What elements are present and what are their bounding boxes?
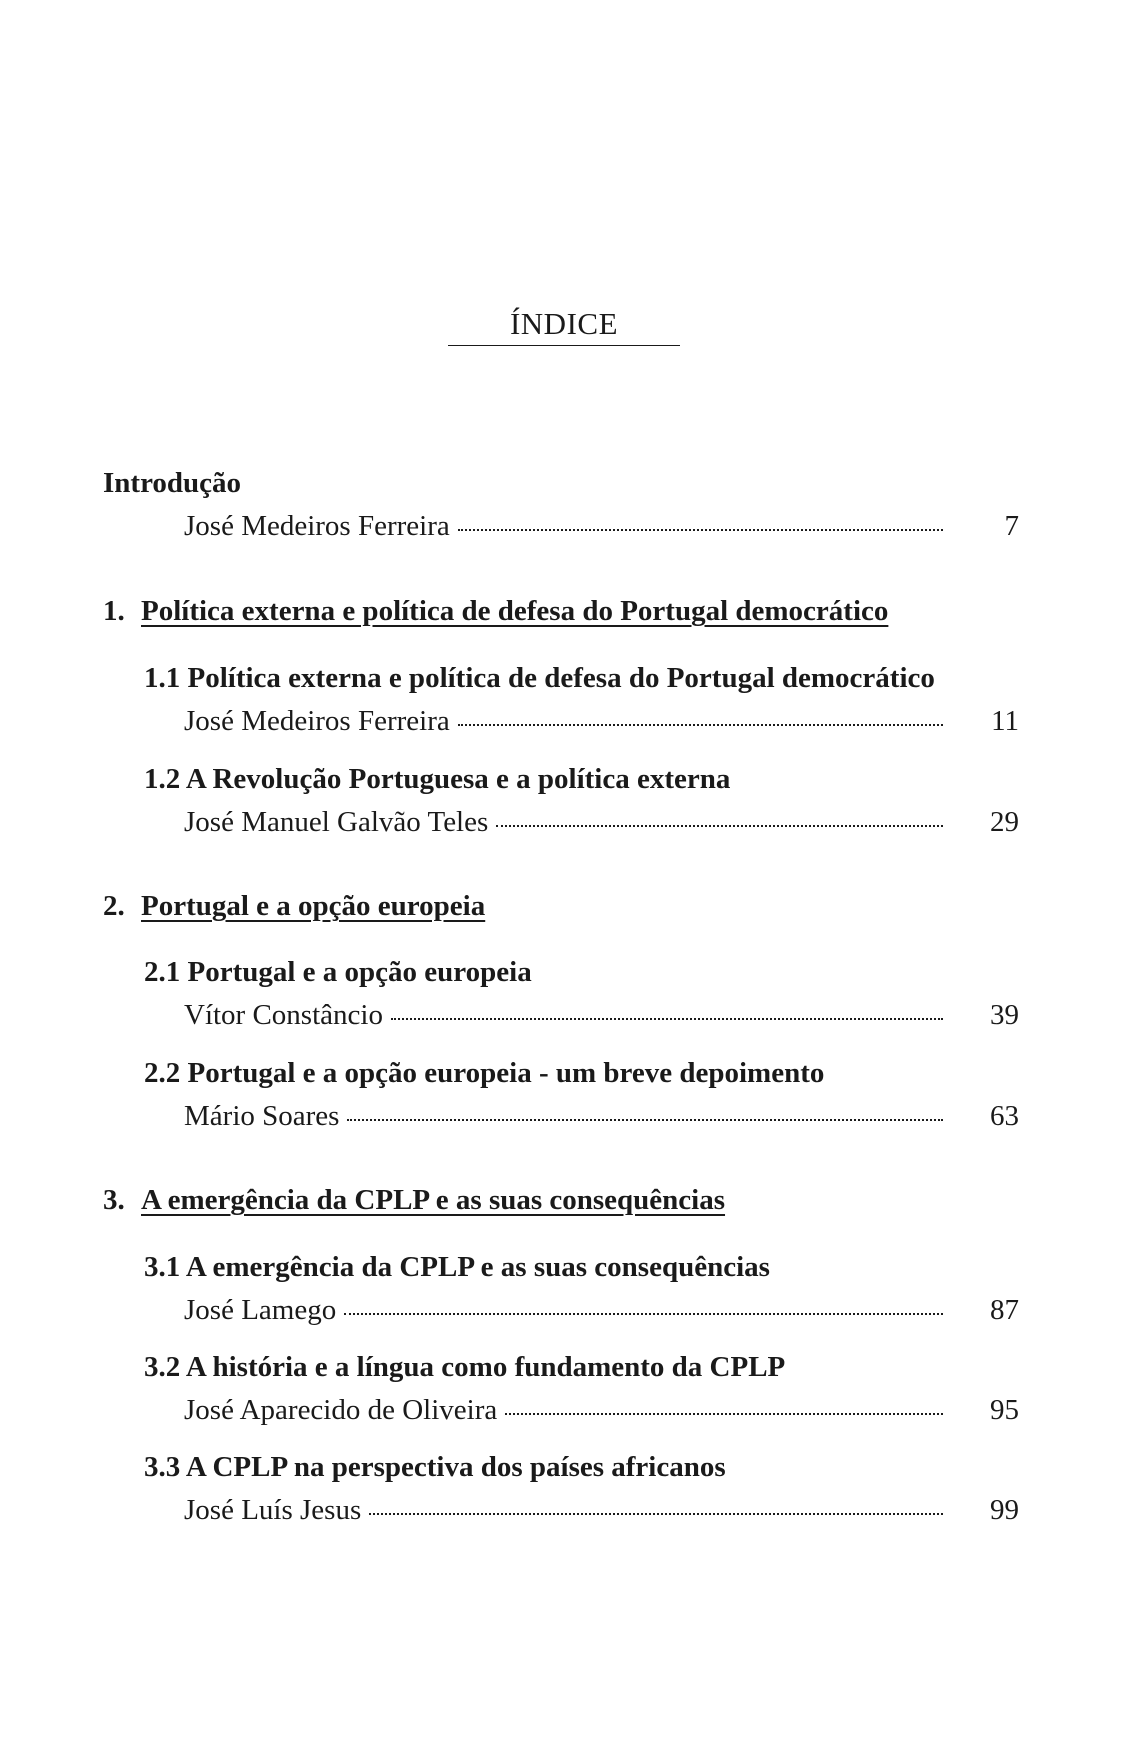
dot-leader — [391, 1018, 943, 1020]
section-number: 3. — [103, 1184, 125, 1216]
section-number: 1. — [103, 595, 125, 627]
chapter-line-3-3 — [184, 1496, 1019, 1525]
introduction-author: José Medeiros Ferreira — [184, 510, 450, 542]
section-title: Política externa e política de defesa do Portugal democrático — [141, 595, 889, 627]
dot-leader — [344, 1313, 943, 1315]
chapter-title-1-2: 1.2 A Revolução Portuguesa e a política externa — [144, 763, 731, 795]
chapter-line-1-1 — [184, 707, 1019, 736]
chapter-author: José Luís Jesus — [184, 1494, 362, 1526]
chapter-line-3-1 — [184, 1296, 1019, 1325]
chapter-author: Vítor Constâncio — [184, 999, 383, 1031]
chapter-page: 87 — [990, 1294, 1019, 1326]
chapter-line-1-2 — [184, 808, 1019, 837]
section-title: Portugal e a opção europeia — [141, 890, 486, 922]
dot-leader — [458, 529, 943, 531]
introduction-line — [184, 512, 1019, 541]
chapter-title-2-1: 2.1 Portugal e a opção europeia — [144, 956, 532, 988]
chapter-author: José Aparecido de Oliveira — [184, 1394, 498, 1426]
introduction-title: Introdução — [103, 467, 242, 499]
chapter-line-2-1 — [184, 1001, 1019, 1030]
chapter-title-3-1: 3.1 A emergência da CPLP e as suas consequências — [144, 1251, 770, 1283]
chapter-page: 95 — [990, 1394, 1019, 1426]
chapter-page: 99 — [990, 1494, 1019, 1526]
chapter-author: José Medeiros Ferreira — [184, 705, 450, 737]
section-heading-2 — [103, 892, 485, 921]
chapter-page: 63 — [990, 1100, 1019, 1132]
chapter-title-3-2: 3.2 A história e a língua como fundamento da CPLP — [144, 1351, 786, 1383]
chapter-line-3-2 — [184, 1396, 1019, 1425]
section-title: A emergência da CPLP e as suas consequências — [141, 1184, 726, 1216]
chapter-title-1-1: 1.1 Política externa e política de defesa do Portugal democrático — [144, 662, 935, 694]
chapter-title-2-2: 2.2 Portugal e a opção europeia - um breve depoimento — [144, 1057, 825, 1089]
dot-leader — [505, 1413, 943, 1415]
chapter-page: 39 — [990, 999, 1019, 1031]
chapter-author: José Lamego — [184, 1294, 337, 1326]
chapter-page: 11 — [991, 705, 1019, 737]
introduction-page: 7 — [1004, 510, 1019, 542]
chapter-line-2-2 — [184, 1102, 1019, 1131]
section-heading-1 — [103, 597, 888, 626]
page-title: ÍNDICE — [448, 308, 680, 346]
dot-leader — [458, 724, 943, 726]
dot-leader — [369, 1513, 943, 1515]
dot-leader — [347, 1119, 943, 1121]
chapter-title-3-3: 3.3 A CPLP na perspectiva dos países africanos — [144, 1451, 726, 1483]
section-heading-3 — [103, 1186, 725, 1215]
chapter-author: Mário Soares — [184, 1100, 340, 1132]
section-number: 2. — [103, 890, 125, 922]
dot-leader — [496, 825, 943, 827]
chapter-page: 29 — [990, 806, 1019, 838]
chapter-author: José Manuel Galvão Teles — [184, 806, 489, 838]
